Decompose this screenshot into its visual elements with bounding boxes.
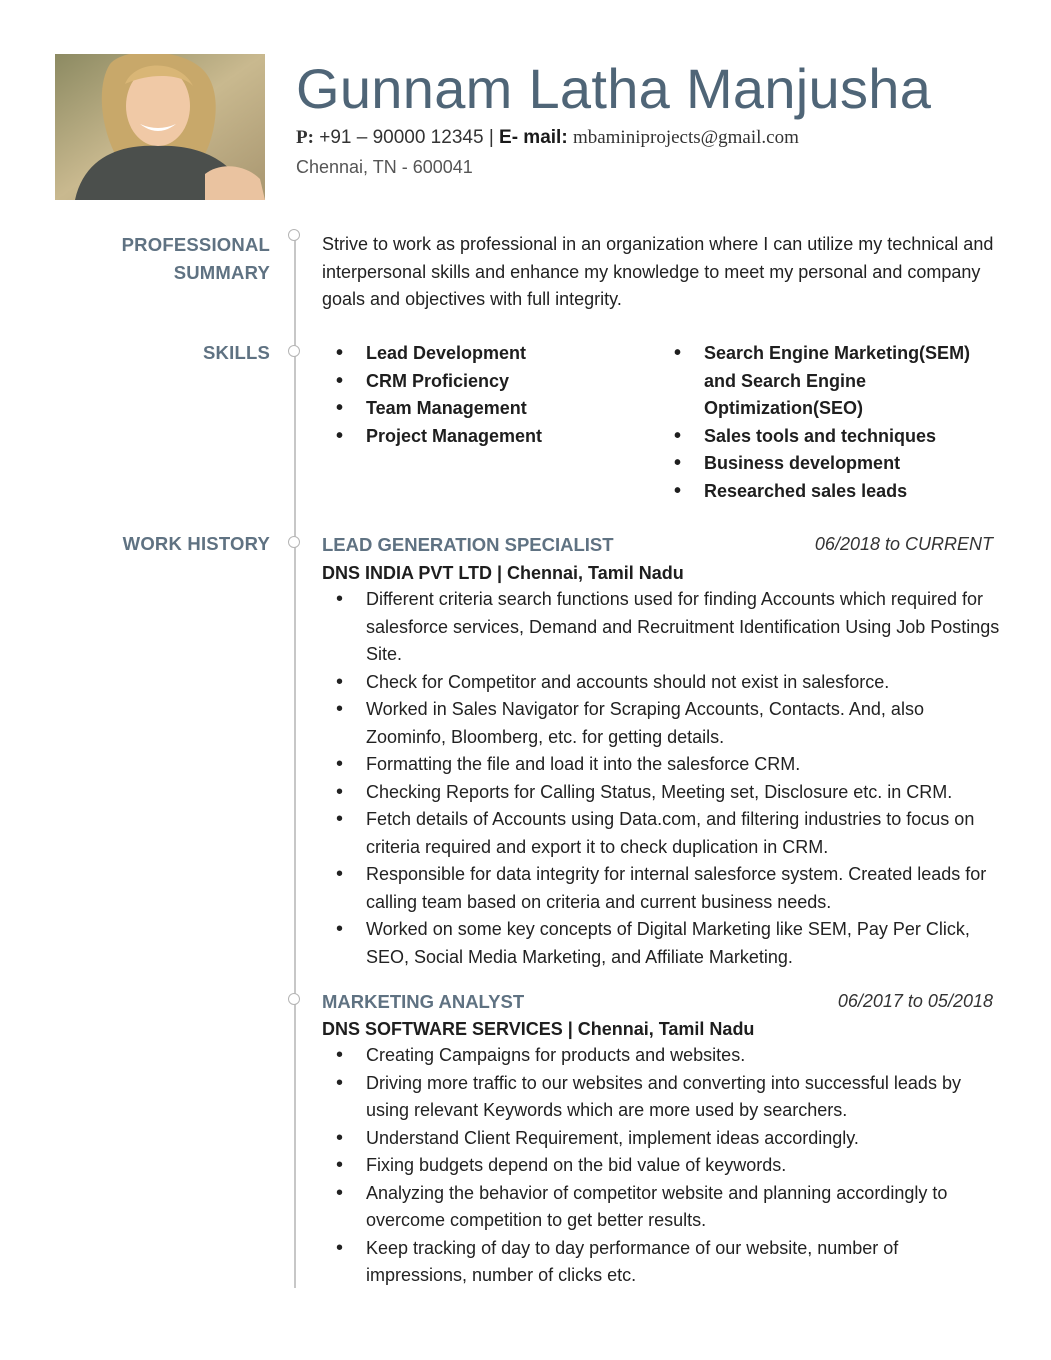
list-item: • Fetch details of Accounts using Data.com, and filtering industries to focus on criteria required and export it to check duplication in CRM.	[322, 806, 1002, 861]
contact-separator: |	[488, 127, 494, 148]
profile-photo	[55, 54, 265, 200]
list-item: • Understand Client Requirement, implement ideas accordingly.	[322, 1125, 1002, 1153]
summary-text: Strive to work as professional in an organization where I can utilize my technical and interpersonal skills and enhance my knowledge to meet my personal and company goals and objectives with full integrity.	[322, 234, 994, 309]
phone-number: +91 – 90000 12345	[319, 127, 484, 148]
timeline-dot-summary	[288, 229, 300, 241]
job-title: MARKETING ANALYST	[322, 991, 525, 1012]
job-company: DNS INDIA PVT LTD | Chennai, Tamil Nadu	[322, 563, 684, 583]
skills-list-right	[660, 340, 1000, 505]
portrait-image	[55, 54, 265, 200]
email-address[interactable]: mbaminiprojects@gmail.com	[572, 127, 799, 148]
address: Chennai, TN - 600041	[296, 157, 473, 177]
job-duties-list	[322, 1042, 1002, 1290]
skills-heading: SKILLS	[203, 342, 270, 363]
job-company: DNS SOFTWARE SERVICES | Chennai, Tamil Nadu	[322, 1019, 755, 1039]
list-item: • Keep tracking of day to day performance of our website, number of impressions, number of clicks etc.	[322, 1235, 1002, 1290]
list-item: • Worked in Sales Navigator for Scraping Accounts, Contacts. And, also Zoominfo, Bloomberg, etc. for getting details.	[322, 696, 1002, 751]
timeline-dot-skills	[288, 345, 300, 357]
job-dates: 06/2017 to 05/2018	[837, 991, 993, 1011]
skill-item: • Sales tools and techniques	[660, 423, 1000, 451]
list-item: • Driving more traffic to our websites and converting into successful leads by using relevant Keywords which are more used by searchers.	[322, 1070, 1002, 1125]
skill-item: • Lead Development	[322, 340, 652, 368]
skill-item: • Project Management	[322, 423, 652, 451]
skills-list-left	[322, 340, 652, 450]
skill-item: • Team Management	[322, 395, 652, 423]
timeline-dot-job-1	[288, 536, 300, 548]
work-history-heading: WORK HISTORY	[122, 533, 270, 554]
list-item: • Fixing budgets depend on the bid value of keywords.	[322, 1152, 1002, 1180]
skill-item: • Researched sales leads	[660, 478, 1000, 506]
job-dates: 06/2018 to CURRENT	[814, 534, 993, 554]
list-item: • Formatting the file and load it into the salesforce CRM.	[322, 751, 1002, 779]
list-item: • Analyzing the behavior of competitor website and planning accordingly to overcome competition to get better results.	[322, 1180, 1002, 1235]
list-item: • Creating Campaigns for products and websites.	[322, 1042, 1002, 1070]
job-title: LEAD GENERATION SPECIALIST	[322, 534, 614, 555]
timeline-line	[294, 238, 296, 1288]
timeline-dot-job-2	[288, 993, 300, 1005]
job-duties-list	[322, 586, 1002, 971]
summary-heading-line1: PROFESSIONAL	[121, 234, 270, 255]
list-item: • Different criteria search functions used for finding Accounts which required for salesforce services, Demand and Recruitment Identification Using Job Postings Site.	[322, 586, 1002, 669]
summary-heading-line2: SUMMARY	[173, 262, 270, 283]
list-item: • Worked on some key concepts of Digital Marketing like SEM, Pay Per Click, SEO, Social Media Marketing, and Affiliate Marketing.	[322, 916, 1002, 971]
skill-item: • Search Engine Marketing(SEM) and Search Engine Optimization(SEO)	[660, 340, 1000, 423]
list-item: • Responsible for data integrity for internal salesforce system. Created leads for calling team based on criteria and current business needs.	[322, 861, 1002, 916]
email-label: E- mail:	[499, 127, 568, 148]
list-item: • Check for Competitor and accounts should not exist in salesforce.	[322, 669, 1002, 697]
skill-item: • Business development	[660, 450, 1000, 478]
skill-item: • CRM Proficiency	[322, 368, 652, 396]
phone-label: P:	[296, 127, 314, 148]
contact-line	[296, 127, 799, 149]
candidate-name: Gunnam Latha Manjusha	[296, 57, 932, 120]
summary-heading	[122, 231, 270, 287]
list-item: • Checking Reports for Calling Status, Meeting set, Disclosure etc. in CRM.	[322, 779, 1002, 807]
